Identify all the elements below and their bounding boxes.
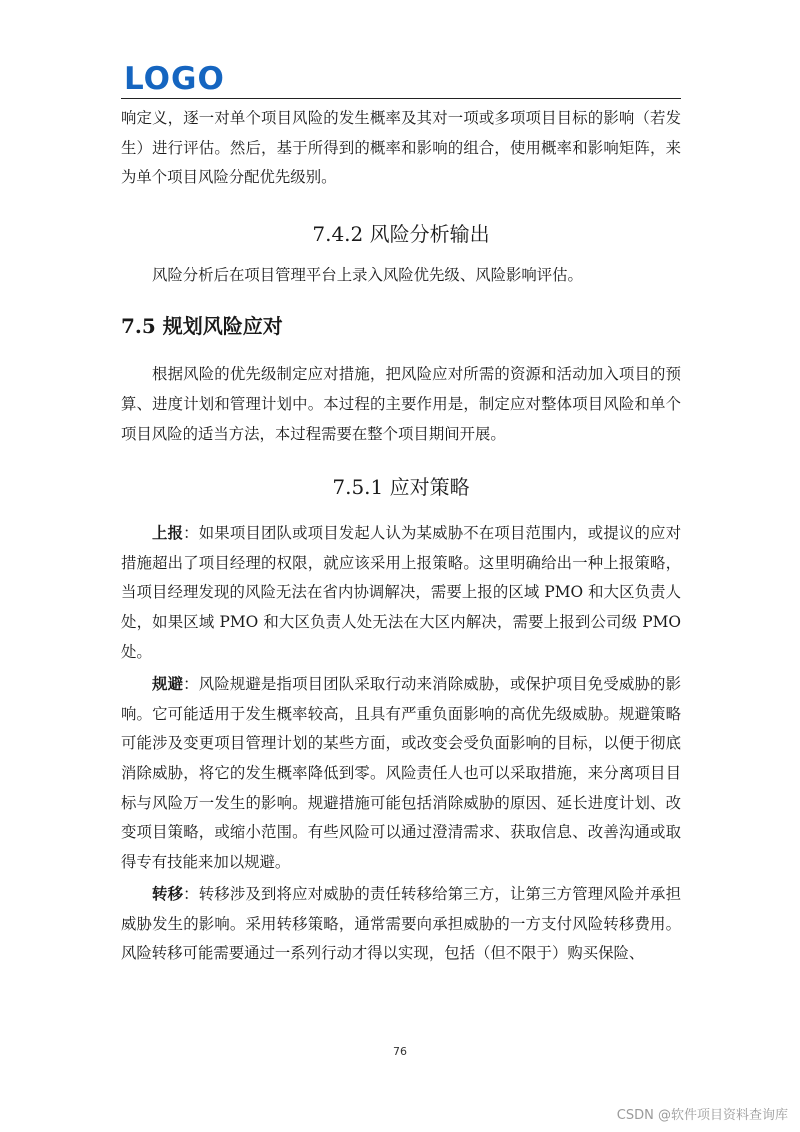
paragraph-7-5: 根据风险的优先级制定应对措施，把风险应对所需的资源和活动加入项目的预算、进度计划和管理计划中。本过程的主要作用是，制定应对整体项目风险和单个项目风险的适当方法，本过程需要在整个项目期间开展。: [121, 365, 681, 443]
paragraph-avoid: [121, 670, 681, 877]
text-avoid: ：风险规避是指项目团队采取行动来消除威胁，或保护项目免受威胁的影响。它可能适用于发生概率较高，且具有严重负面影响的高优先级威胁。规避策略可能涉及变更项目管理计划的某些方面，或改变会受负面影响的目标，以便于彻底消除威胁，将它的发生概率降低到零。风险责任人也可以采取措施，来分离项目目标与风险万一发生的影响。规避措施可能包括消除威胁的原因、延长进度计划、改变项目策略，或缩小范围。有些风险可以通过澄清需求、获取信息、改善沟通或取得专有技能来加以规避。: [121, 675, 681, 871]
paragraph-escalate: [121, 519, 681, 667]
text-transfer: ：转移涉及到将应对威胁的责任转移给第三方，让第三方管理风险并承担威胁发生的影响。采用转移策略，通常需要向承担威胁的一方支付风险转移费用。风险转移可能需要通过一系列行动才得以实现，包括（但不限于）购买保险、: [121, 885, 681, 963]
header-divider: [121, 98, 681, 99]
heading-7-5-1: 7.5.1 应对策略: [332, 475, 470, 500]
term-escalate: 上报: [152, 524, 184, 543]
logo: LOGO: [124, 61, 225, 97]
heading-7-5: 7.5 规划风险应对: [121, 314, 283, 339]
term-transfer: 转移: [152, 885, 184, 904]
paragraph-transfer: [121, 880, 681, 969]
watermark: CSDN @软件项目资料查询库: [616, 1108, 788, 1123]
intro-paragraph: 响定义，逐一对单个项目风险的发生概率及其对一项或多项项目目标的影响（若发生）进行评估。然后，基于所得到的概率和影响的组合，使用概率和影响矩阵，来为单个项目风险分配优先级别。: [121, 109, 681, 187]
heading-7-4-2: 7.4.2 风险分析输出: [312, 221, 490, 246]
page-content: [121, 100, 681, 969]
paragraph-7-4-2: 风险分析后在项目管理平台上录入风险优先级、风险影响评估。: [152, 265, 583, 284]
text-escalate: ：如果项目团队或项目发起人认为某威胁不在项目范围内，或提议的应对措施超出了项目经理的权限，就应该采用上报策略。这里明确给出一种上报策略，当项目经理发现的风险无法在省内协调解决，需要上报的区域 PMO 和大区负责人处，如果区域 PMO 和大区负责人处无法在大区内解决，需要上报到公司级 PMO 处。: [121, 524, 681, 661]
term-avoid: 规避: [152, 675, 184, 694]
page-number: 76: [393, 1045, 407, 1058]
